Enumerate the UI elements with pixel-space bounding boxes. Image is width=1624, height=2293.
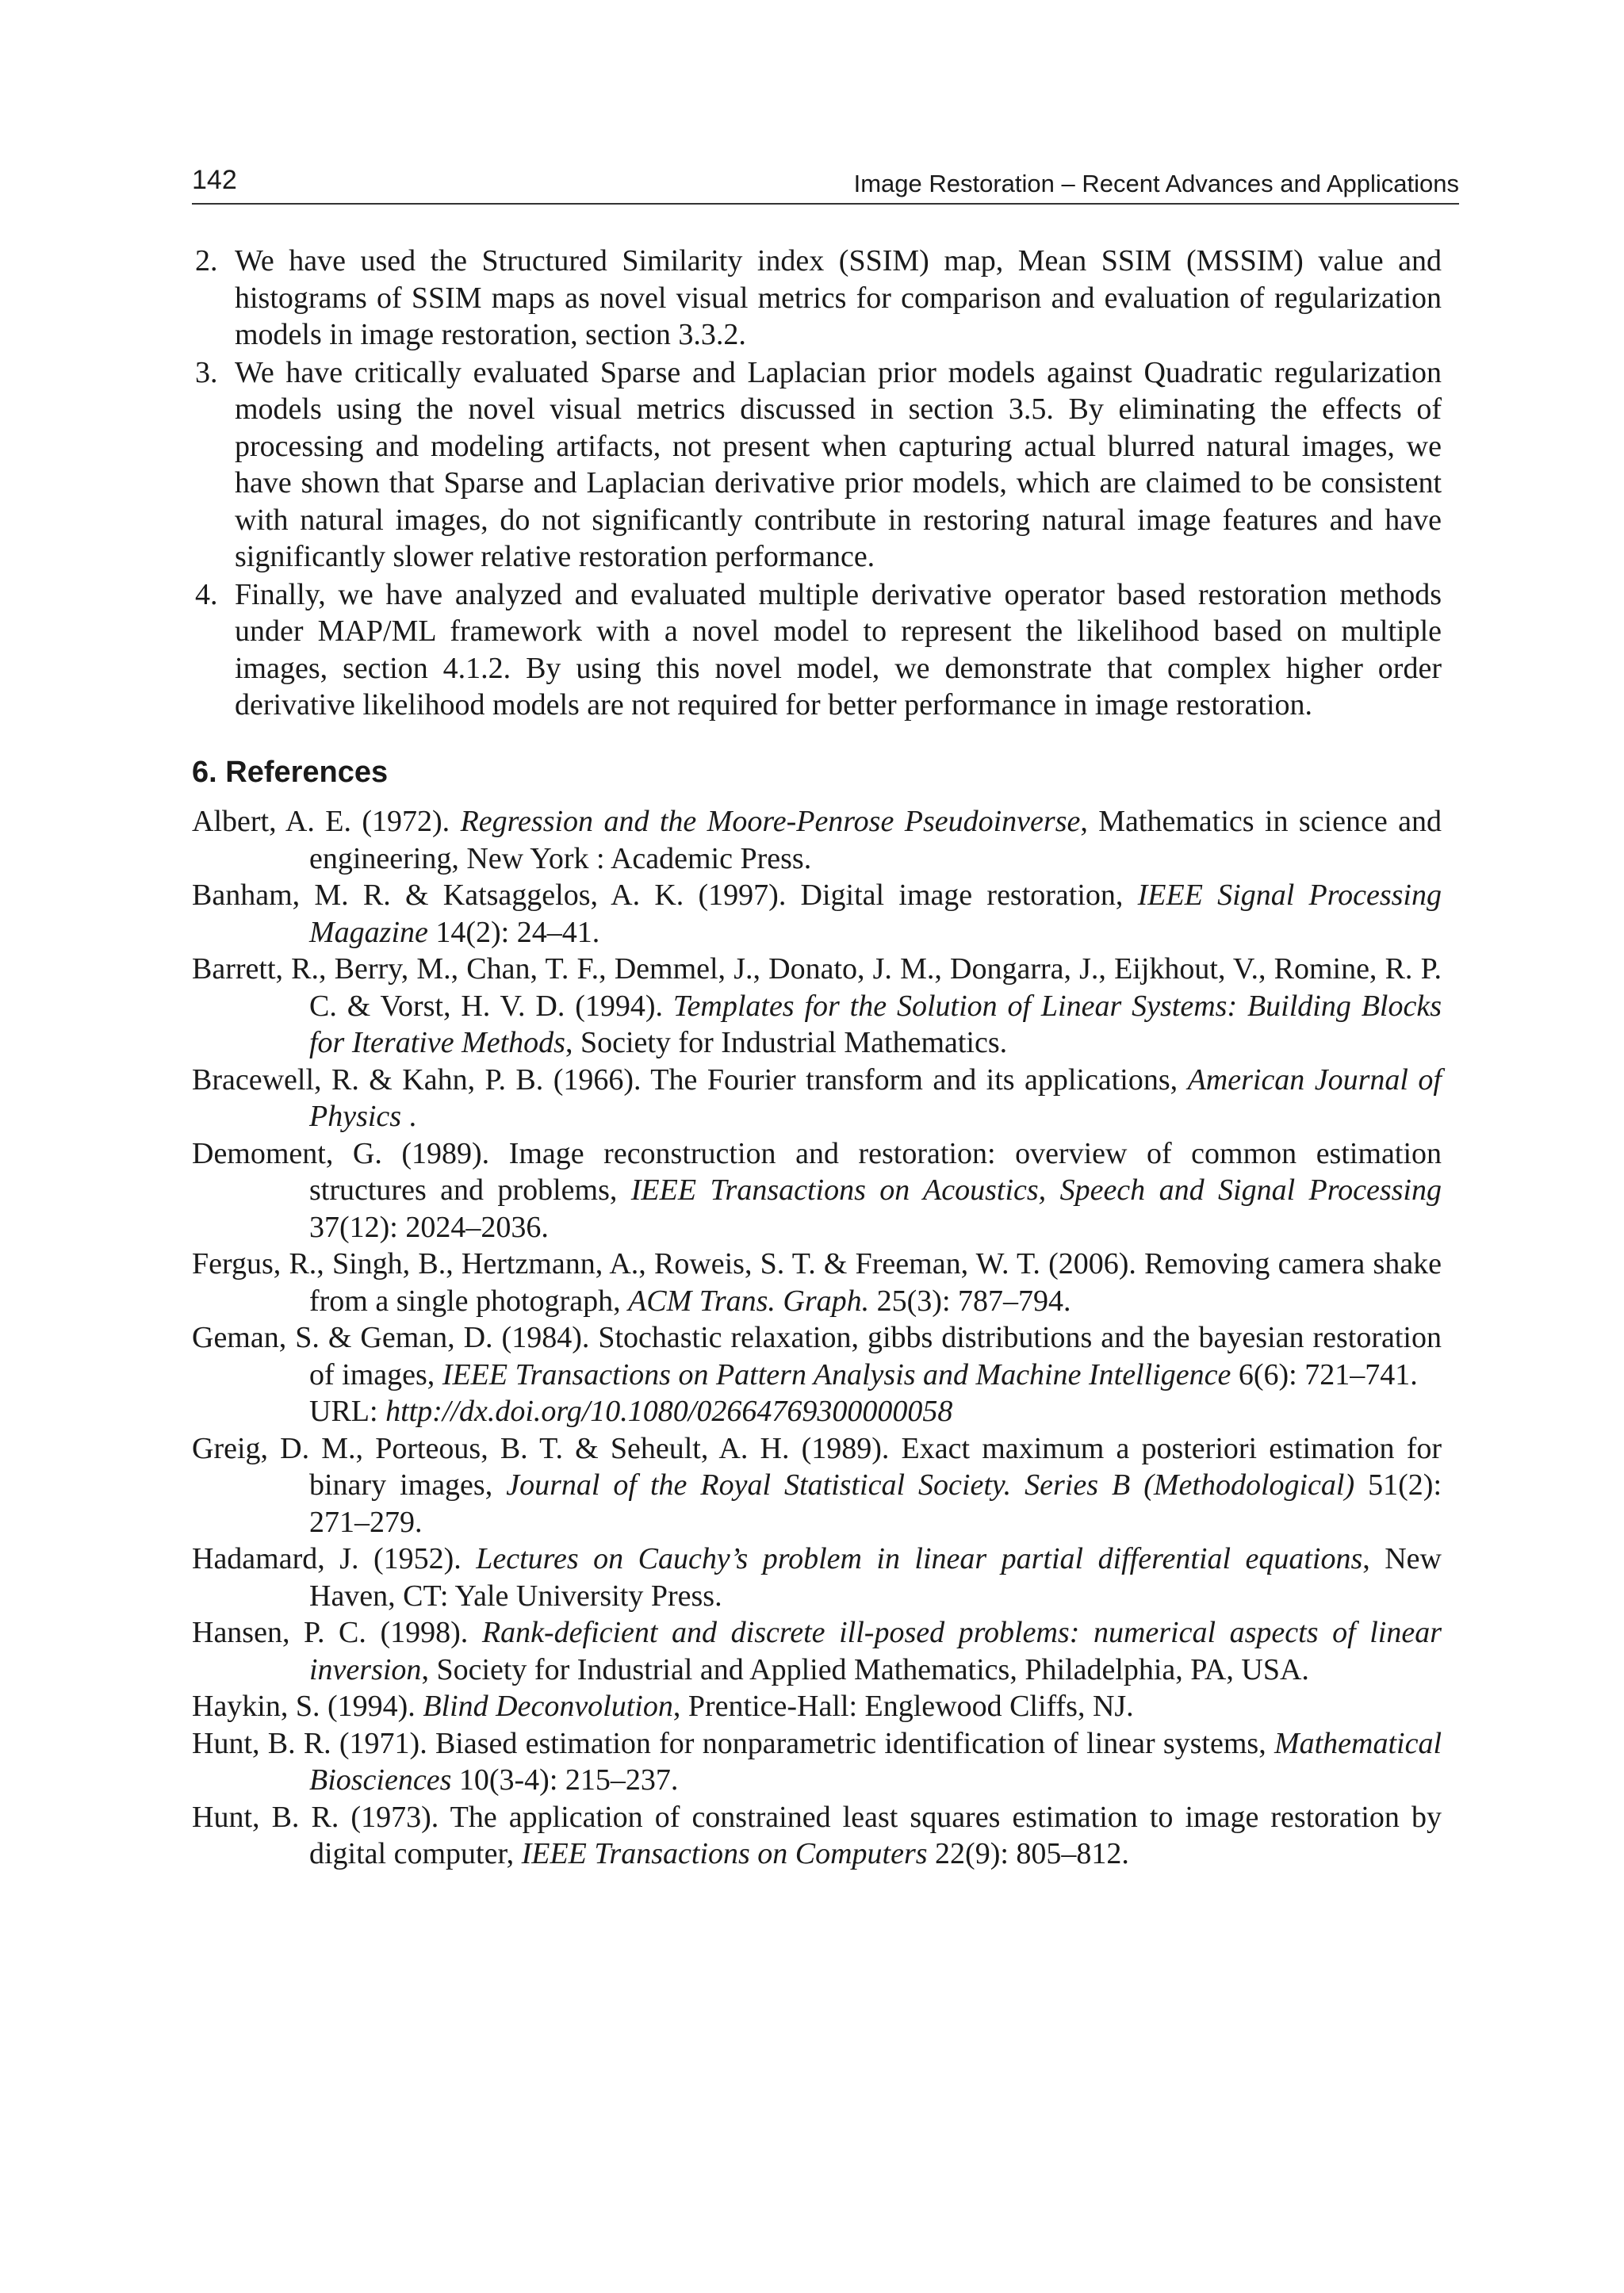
reference-title: ACM Trans. Graph. <box>628 1284 870 1318</box>
reference-text: Geman, S. & Geman, D. (1984). Stochastic relaxation, gibbs distributions and the bayesian restoration of images, <box>192 1321 1442 1391</box>
reference-title: Regression and the Moore-Penrose Pseudoinverse <box>460 805 1081 838</box>
reference-text: Albert, A. E. (1972). <box>192 805 461 838</box>
reference-text: Hadamard, J. (1952). <box>192 1542 477 1575</box>
contribution-item <box>192 354 1442 576</box>
reference-item <box>192 803 1442 877</box>
contribution-text: We have critically evaluated Sparse and Laplacian prior models against Quadratic regularization models using the novel visual metrics discussed in section 3.5. By eliminating the effects of processing and modeling artifacts, not present when capturing actual blurred natural images, we have shown that Sparse and Laplacian derivative prior models, which are claimed to be consistent with natural images, do not significantly contribute in restoring natural image features and have significantly slower relative restoration performance. <box>235 355 1442 573</box>
reference-text: Fergus, R., Singh, B., Hertzmann, A., Roweis, S. T. & Freeman, W. T. (2006). Removing camera shake from a single photograph, <box>192 1247 1442 1318</box>
references-heading: 6. References <box>192 755 389 789</box>
reference-item <box>192 1246 1442 1319</box>
reference-text: Barrett, R., Berry, M., Chan, T. F., Demmel, J., Donato, J. M., Dongarra, J., Eijkhout, V., Romine, R. P. C. & Vorst, H. V. D. (1994). <box>192 952 1442 1023</box>
contribution-number: 2. <box>195 244 218 278</box>
contribution-text: We have used the Structured Similarity index (SSIM) map, Mean SSIM (MSSIM) value and histograms of SSIM maps as novel visual metrics for comparison and evaluation of regularization models in image restoration, section 3.3.2. <box>235 244 1442 351</box>
reference-text: Banham, M. R. & Katsaggelos, A. K. (1997). Digital image restoration, <box>192 879 1138 912</box>
reference-text: Hunt, B. R. (1973). The application of constrained least squares estimation to image restoration by digital computer, <box>192 1800 1442 1870</box>
reference-title: Rank-deficient and discrete ill-posed problems: numerical aspects of linear inversion <box>309 1616 1442 1686</box>
contribution-item <box>192 243 1442 354</box>
references-list <box>192 803 1442 1873</box>
reference-item <box>192 1430 1442 1541</box>
reference-title: IEEE Transactions on Computers <box>521 1837 928 1870</box>
page-body <box>192 243 1442 1873</box>
reference-details: 22(9): 805–812. <box>927 1837 1129 1870</box>
reference-details: , Mathematics in science and engineering, New York : Academic Press. <box>309 805 1442 875</box>
contribution-item <box>192 576 1442 724</box>
reference-details: , Society for Industrial Mathematics. <box>565 1026 1008 1059</box>
reference-details: , Society for Industrial and Applied Mathematics, Philadelphia, PA, USA. <box>421 1652 1309 1686</box>
contribution-number: 3. <box>195 355 218 389</box>
reference-title: Blind Deconvolution <box>423 1690 673 1723</box>
running-title: Image Restoration – Recent Advances and Applications <box>853 170 1459 197</box>
page-number: 142 <box>192 165 237 195</box>
reference-details: 37(12): 2024–2036. <box>309 1210 549 1244</box>
reference-item <box>192 1688 1442 1725</box>
reference-details: 10(3-4): 215–237. <box>451 1763 679 1797</box>
reference-url-label: URL: <box>309 1395 386 1428</box>
reference-item <box>192 1725 1442 1799</box>
reference-item <box>192 1614 1442 1688</box>
contribution-number: 4. <box>195 577 218 611</box>
contributions-list <box>192 243 1442 724</box>
reference-details: 14(2): 24–41. <box>427 915 600 949</box>
reference-text: Haykin, S. (1994). <box>192 1690 423 1723</box>
reference-text: Demoment, G. (1989). Image reconstruction and restoration: overview of common estimation structures and problems, <box>192 1136 1442 1207</box>
reference-text: Hunt, B. R. (1971). Biased estimation for nonparametric identification of linear systems, <box>192 1726 1274 1760</box>
reference-details: 51(2): 271–279. <box>309 1468 1442 1539</box>
reference-details: . <box>401 1100 417 1133</box>
reference-title: American Journal of Physics <box>309 1062 1442 1133</box>
reference-details: 25(3): 787–794. <box>869 1284 1071 1318</box>
reference-item <box>192 1799 1442 1873</box>
reference-details: , New Haven, CT: Yale University Press. <box>309 1542 1442 1613</box>
reference-item <box>192 1062 1442 1135</box>
reference-details: 6(6): 721–741. <box>1231 1357 1418 1391</box>
reference-item <box>192 877 1442 951</box>
reference-item <box>192 1541 1442 1614</box>
reference-title: Templates for the Solution of Linear Systems: Building Blocks for Iterative Methods <box>309 989 1442 1059</box>
reference-url-line <box>192 1393 1442 1430</box>
reference-text: Bracewell, R. & Kahn, P. B. (1966). The Fourier transform and its applications, <box>192 1062 1188 1097</box>
reference-url-link[interactable]: http://dx.doi.org/10.1080/02664769300000058 <box>385 1395 953 1428</box>
reference-details: , Prentice-Hall: Englewood Cliffs, NJ. <box>672 1690 1134 1723</box>
reference-title: Lectures on Cauchy’s problem in linear partial differential equations <box>476 1542 1363 1575</box>
reference-text: Hansen, P. C. (1998). <box>192 1616 482 1649</box>
reference-item <box>192 951 1442 1062</box>
reference-item <box>192 1319 1442 1393</box>
page-header <box>192 165 1459 205</box>
reference-title: IEEE Transactions on Pattern Analysis and Machine Intelligence <box>442 1357 1231 1391</box>
contribution-text: Finally, we have analyzed and evaluated multiple derivative operator based restoration methods under MAP/ML framework with a novel model to represent the likelihood based on multiple images, section 4.1.2. By using this novel model, we demonstrate that complex higher order derivative likelihood models are not required for better performance in image restoration. <box>235 577 1442 722</box>
reference-title: Journal of the Royal Statistical Society. Series B (Methodological) <box>506 1468 1355 1502</box>
reference-title: IEEE Transactions on Acoustics, Speech and Signal Processing <box>630 1173 1442 1207</box>
reference-item <box>192 1135 1442 1246</box>
reference-title: IEEE Signal Processing Magazine <box>309 879 1442 949</box>
reference-title: Mathematical Biosciences <box>309 1726 1442 1797</box>
reference-text: Greig, D. M., Porteous, B. T. & Seheult, A. H. (1989). Exact maximum a posteriori estimation for binary images, <box>192 1431 1442 1502</box>
